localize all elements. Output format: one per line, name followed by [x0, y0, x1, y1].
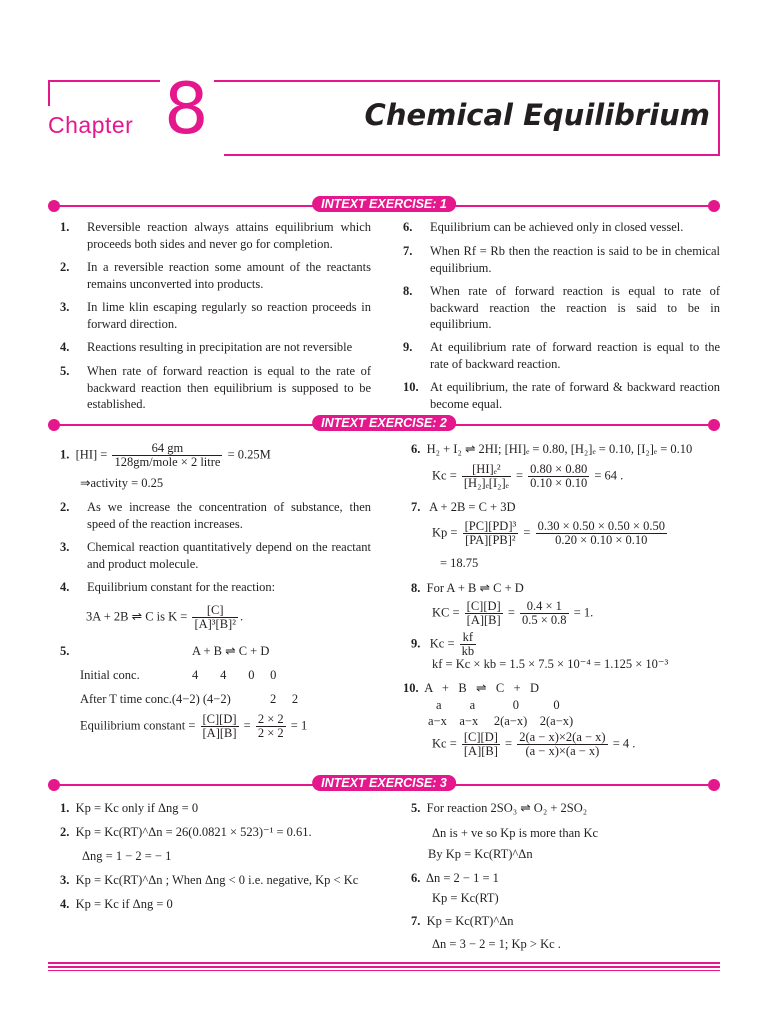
ex2-q9-line: kf = Kc × kb = 1.5 × 7.5 × 10⁻⁴ = 1.125 × 10⁻³: [432, 657, 669, 671]
item-number: 4.: [60, 897, 70, 911]
ex2-q5-number: [60, 643, 69, 659]
q5-fraction-1: [201, 713, 239, 740]
item-text: For reaction 2SO₃ ⇌ O₂ + 2SO₂: [426, 801, 588, 815]
item-text: When rate of forward reaction is equal to rate of backward reaction the reaction is said to be in equilibrium.: [430, 284, 720, 331]
ex2-q9-kc: [411, 631, 478, 658]
item-number: 1.: [60, 447, 70, 462]
item-number: 3.: [60, 540, 70, 554]
fraction-denominator: [H₂]ₑ[I₂]ₑ: [463, 476, 509, 490]
item-text: Kp = Kc(RT)^Δn: [426, 914, 514, 928]
item-number: 10.: [403, 380, 419, 394]
section-label: INTEXT EXERCISE: 1: [312, 196, 456, 212]
item-text: In lime klin escaping regularly so reaction proceeds in forward direction.: [87, 300, 371, 331]
ex2-q7-kp: Kp = $\frac{\text{[PC][PD]³}}{\text{[PA][PB]²}}$ = $\frac{0.30 \times 0.50 \times 0.50 \times 0.50}{0.20 \times 0.10 \times 0.10}$: [432, 519, 665, 547]
item-text: Kp = Kc(RT)^Δn = 26(0.0821 × 523)⁻¹ = 0.61.: [75, 825, 312, 839]
q10-reaction: A + B ⇌ C + D: [424, 681, 540, 695]
item-number: 6.: [403, 220, 413, 234]
q9-fraction: [460, 631, 477, 658]
ex3-item-6b: Kp = Kc(RT): [432, 891, 499, 905]
item-number: 2.: [60, 260, 70, 274]
ex2-q7-line: [411, 499, 516, 515]
item-text: At equilibrium rate of forward reaction is equal to the rate of backward reaction.: [430, 340, 720, 371]
ex2-q5-eq-constant: Equilibrium constant = $\frac{[C][D]}{[A][B]}$ = $\frac{2 \times 2}{2 \times 2}$ = 1: [80, 712, 308, 740]
fraction-numerator: [C][D]: [202, 712, 237, 726]
ex2-q5-after-label: After T time conc.(4−2) (4−2): [80, 692, 231, 706]
chapter-number: 8: [164, 68, 209, 150]
fraction-numerator: 2(a − x)×2(a − x): [519, 730, 606, 744]
ex2-q10-row2: a−x a−x 2(a−x) 2(a−x): [428, 714, 574, 728]
fraction-denominator: kb: [461, 644, 475, 658]
ex2-q10-line: [403, 680, 539, 696]
item-text: When Rf = Rb then the reaction is said to be in chemical equilibrium.: [430, 244, 720, 275]
fraction-denominator: [A][B]: [463, 744, 498, 758]
q7-reaction: A + 2B = C + 3D: [429, 500, 516, 514]
q7-fraction-2: [536, 520, 667, 547]
section-divider-ex1: [48, 199, 720, 213]
fraction-numerator: [C][D]: [463, 730, 498, 744]
q8-fraction-1: [465, 600, 503, 627]
item-number: 9.: [403, 340, 413, 354]
fraction-numerator: [C]: [192, 604, 238, 618]
item-text: Reversible reaction always attains equilibrium which proceeds both sides and never go for completion.: [87, 220, 371, 251]
q9-kc: Kc =: [429, 636, 455, 651]
q1-fraction: [112, 442, 222, 469]
item-number: 7.: [403, 244, 413, 258]
ex3-item-4: [60, 896, 173, 912]
ex2-q1: [60, 442, 271, 469]
item-number: 10.: [403, 681, 419, 695]
item-number: 2.: [60, 825, 70, 839]
q8-fraction-2: [520, 600, 569, 627]
item-number: 8.: [403, 284, 413, 298]
q8-kc: KC =: [432, 605, 460, 620]
item-number: 6.: [411, 871, 421, 885]
q8-result: = 1.: [573, 605, 594, 620]
ex2-q7-result: = 18.75: [440, 556, 479, 570]
ex2-q5-after-values: 2 2: [270, 692, 299, 706]
q6-fraction-1: [462, 463, 511, 490]
fraction-numerator: 0.4 × 1: [520, 600, 569, 614]
ex3-item-2: [60, 824, 312, 840]
q6-reaction: H₂ + I₂ ⇌ 2HI; [HI]ₑ = 0.80, [H₂]ₑ = 0.10, [I₂]ₑ = 0.10: [426, 442, 693, 456]
fraction-numerator: [C][D]: [466, 599, 501, 613]
q7-kp: Kp =: [432, 525, 458, 540]
q10-fraction-1: [462, 731, 500, 758]
ex2-q5-initial-values: 4 4 0 0: [192, 668, 277, 682]
q6-result: = 64 .: [594, 468, 624, 483]
item-number: 1.: [60, 220, 70, 234]
divider-dot-left: [48, 419, 60, 431]
item-text: Reactions resulting in precipitation are not reversible: [87, 340, 353, 354]
item-number: 6.: [411, 442, 421, 456]
item-text: When rate of forward reaction is equal to the rate of backward reaction then equilibrium is supposed to be established.: [87, 364, 371, 411]
fraction-numerator: 64 gm: [112, 442, 222, 456]
fraction-denominator: [A][B]: [202, 726, 237, 740]
footer-rule-2: [48, 966, 720, 968]
divider-dot-right: [708, 779, 720, 791]
item-number: 9.: [411, 636, 421, 651]
divider-dot-left: [48, 779, 60, 791]
item-number: 5.: [60, 644, 70, 658]
q8-reaction: For A + B ⇌ C + D: [426, 581, 524, 595]
header-rule-bottom: [224, 154, 720, 156]
item-text: Equilibrium can be achieved only in closed vessel.: [430, 220, 684, 234]
item-number: 3.: [60, 873, 70, 887]
q1-rhs: = 0.25M: [227, 447, 271, 462]
q4-lhs: 3A + 2B ⇌ C is K =: [86, 609, 188, 624]
item-text: As we increase the concentration of substance, then speed of the reaction increases.: [87, 500, 371, 531]
divider-dot-right: [708, 419, 720, 431]
fraction-denominator: [A]³[B]²: [194, 617, 236, 631]
q5-eq-label: Equilibrium constant =: [80, 718, 196, 733]
ex2-q6-line: [411, 441, 692, 457]
fraction-denominator: 0.5 × 0.8: [522, 613, 567, 627]
item-number: 7.: [411, 500, 421, 514]
ex2-q6-kc: Kc = $\frac{\text{[HI]ₑ²}}{\text{[H₂]ₑ[I₂]ₑ}}$ = $\frac{0.80 \times 0.80}{0.10 \times 0.10}$ = 64 .: [432, 462, 624, 490]
q4-fraction: [192, 604, 238, 631]
q6-fraction-2: [528, 463, 589, 490]
ex3-item-2b: Δng = 1 − 2 = − 1: [82, 849, 172, 863]
item-number: 5.: [60, 364, 70, 378]
q5-result: = 1: [290, 718, 308, 733]
fraction-numerator: 2 × 2: [257, 712, 284, 726]
ex2-q4-equation: 3A + 2B ⇌ C is K = $\frac{[C]}{\text{[A]³[B]²}}$ .: [86, 603, 244, 631]
fraction-denominator: 0.20 × 0.10 × 0.10: [555, 533, 648, 547]
ex2-q10-kc: Kc = $\frac{[C][D]}{[A][B]}$ = $\frac{2(a - x)\times 2(a - x)}{(a - x)\times(a - x)}$ = 4 .: [432, 730, 636, 758]
fraction-numerator: [PC][PD]³: [464, 519, 517, 533]
ex3-item-3: [60, 872, 358, 888]
fraction-denominator: 128gm/mole × 2 litre: [114, 455, 221, 469]
fraction-numerator: 0.30 × 0.50 × 0.50 × 0.50: [537, 519, 665, 533]
section-label: INTEXT EXERCISE: 3: [312, 775, 456, 791]
footer-rule-1: [48, 962, 720, 964]
q1-lhs: [HI] =: [75, 447, 108, 462]
fraction-denominator: (a − x)×(a − x): [525, 744, 600, 758]
item-number: 2.: [60, 500, 70, 514]
q6-kc: Kc =: [432, 468, 457, 483]
item-number: 3.: [60, 300, 70, 314]
divider-dot-left: [48, 200, 60, 212]
section-divider-ex2: [48, 418, 720, 432]
q10-result: = 4 .: [612, 736, 636, 751]
ex3-item-5: [411, 800, 587, 816]
item-number: 7.: [411, 914, 421, 928]
ex3-item-1: [60, 800, 198, 816]
item-text: At equilibrium, the rate of forward & backward reaction become equal.: [430, 380, 720, 411]
q5-fraction-2: [256, 713, 286, 740]
item-text: Kp = Kc(RT)^Δn ; When Δng < 0 i.e. negative, Kp < Kc: [75, 873, 359, 887]
item-number: 4.: [60, 340, 70, 354]
item-number: 5.: [411, 801, 421, 815]
fraction-denominator: 0.10 × 0.10: [530, 476, 588, 490]
fraction-denominator: [A][B]: [466, 613, 501, 627]
item-text: Kp = Kc only if Δng = 0: [75, 801, 199, 815]
item-text: Chemical reaction quantitatively depend on the reactant and product molecule.: [87, 540, 371, 571]
item-number: 1.: [60, 801, 70, 815]
ex2-q10-row1: a a 0 0: [436, 698, 560, 712]
item-text: Δn = 2 − 1 = 1: [425, 871, 499, 885]
ex2-q5-reaction: A + B ⇌ C + D: [192, 644, 270, 658]
chapter-title: Chemical Equilibrium: [364, 98, 710, 132]
ex3-item-7: [411, 913, 513, 929]
fraction-numerator: kf: [460, 631, 477, 645]
ex2-q8-kc: KC = $\frac{[C][D]}{[A][B]}$ = $\frac{0.4 \times 1}{0.5 \times 0.8}$ = 1.: [432, 599, 594, 627]
footer-rule-3: [48, 970, 720, 971]
ex3-item-5c: By Kp = Kc(RT)^Δn: [428, 847, 533, 861]
section-label: INTEXT EXERCISE: 2: [312, 415, 456, 431]
ex2-q5-initial-label: Initial conc.: [80, 668, 140, 682]
fraction-numerator: 0.80 × 0.80: [530, 462, 588, 476]
item-text: Kp = Kc if Δng = 0: [75, 897, 173, 911]
ex3-item-6: [411, 870, 499, 886]
ex2-q1-activity: ⇒activity = 0.25: [80, 476, 164, 490]
item-text: In a reversible reaction some amount of the reactants remains unconverted into products.: [87, 260, 371, 291]
header-rule-right: [718, 80, 720, 156]
q10-kc: Kc =: [432, 736, 457, 751]
q7-fraction-1: [463, 520, 519, 547]
fraction-denominator: 2 × 2: [257, 726, 284, 740]
item-number: 8.: [411, 581, 421, 595]
header-rule-top-left: [48, 80, 160, 82]
ex2-q8-line: [411, 580, 524, 596]
q10-fraction-2: [517, 731, 607, 758]
item-number: 4.: [60, 580, 70, 594]
ex3-item-7b: Δn = 3 − 2 = 1; Kp > Kc .: [432, 937, 561, 951]
divider-dot-right: [708, 200, 720, 212]
fraction-numerator: [HI]ₑ²: [462, 463, 511, 477]
header-rule-left-tick: [48, 80, 50, 106]
fraction-denominator: [PA][PB]²: [465, 533, 516, 547]
ex3-item-5b: Δn is + ve so Kp is more than Kc: [432, 826, 599, 840]
item-text: Equilibrium constant for the reaction:: [87, 580, 276, 594]
header-rule-top-right: [214, 80, 720, 82]
chapter-label: Chapter: [48, 112, 134, 138]
section-divider-ex3: [48, 778, 720, 792]
